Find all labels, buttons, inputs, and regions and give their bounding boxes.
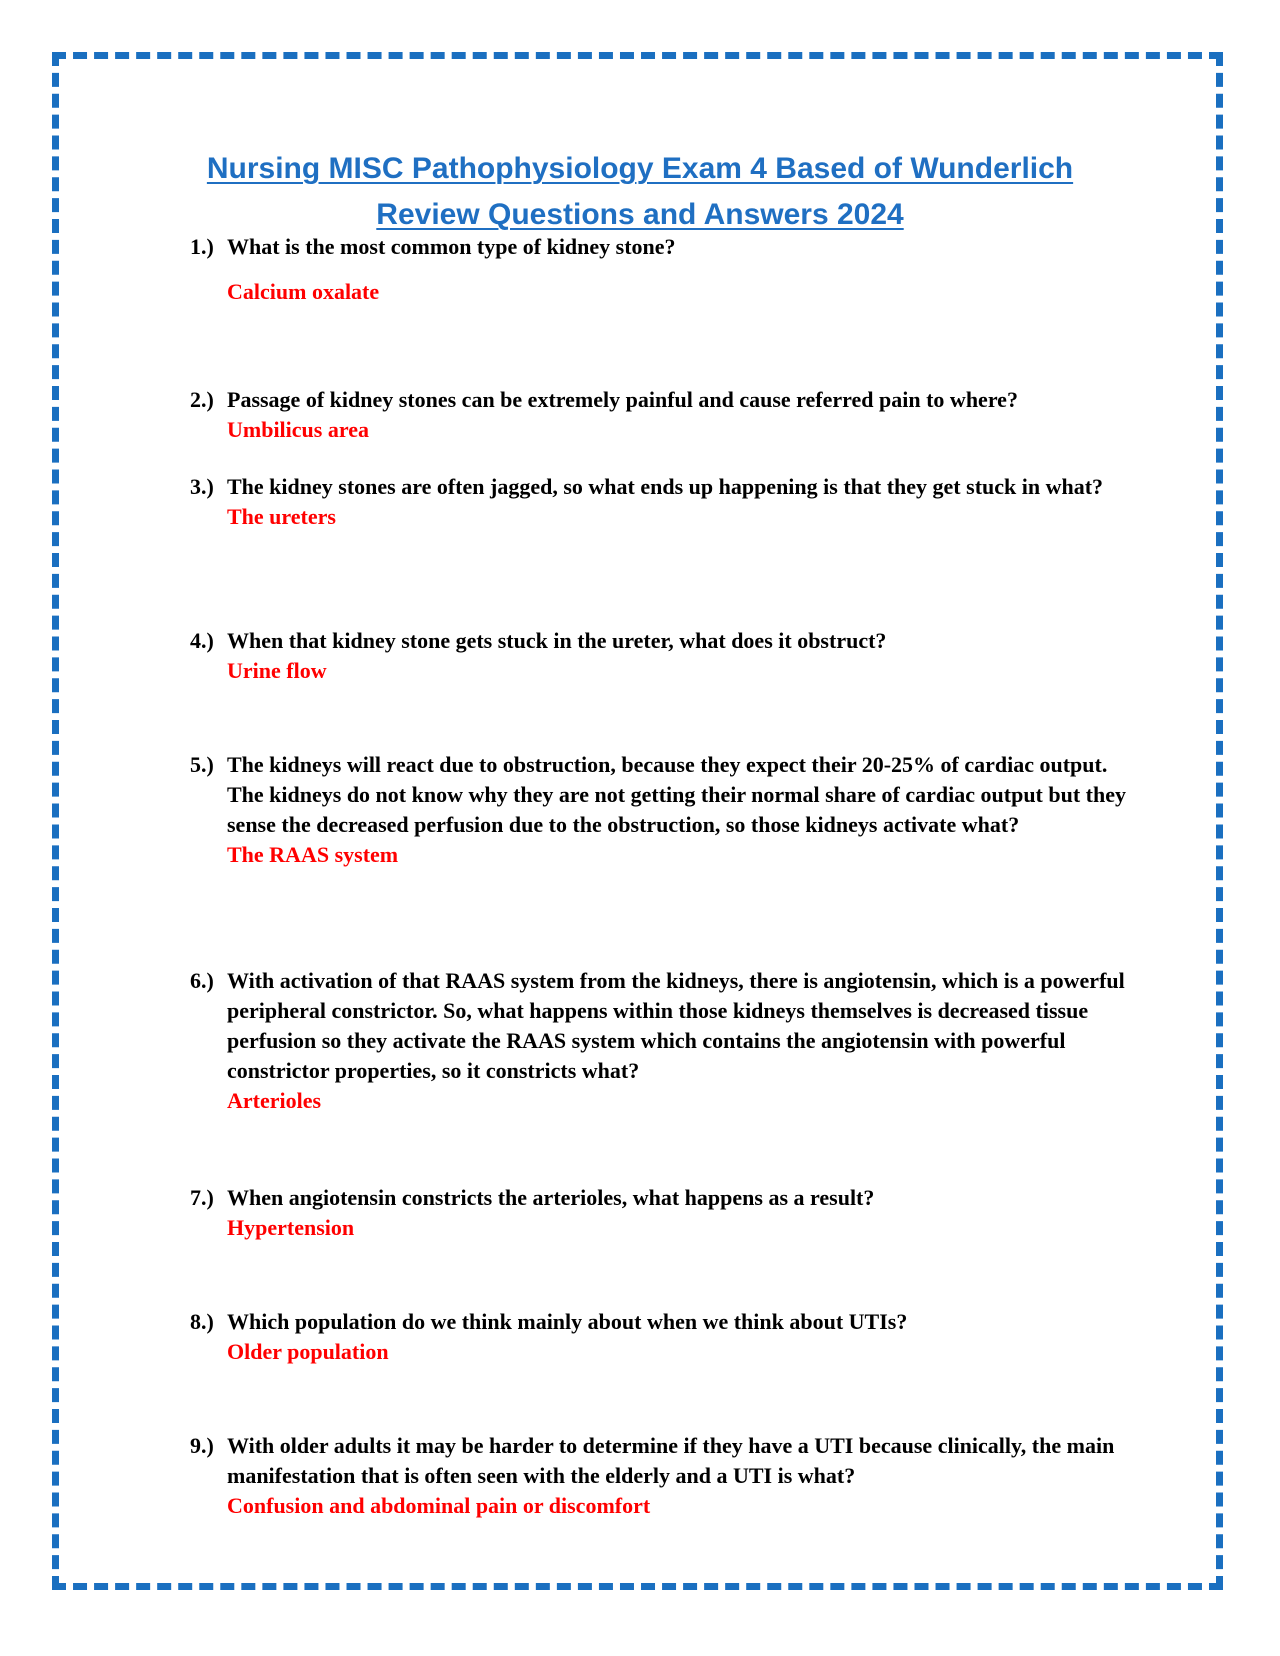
question-text: The kidneys will react due to obstruction, because they expect their 20-25% of cardiac output. The kidneys do not know why they are not getting their normal share of cardiac output but they sense the decreased perfusion due to the obstruction, so those kidneys activate what?	[227, 752, 1127, 837]
question-text: Passage of kidney stones can be extremely painful and cause referred pain to where?	[227, 387, 1018, 412]
question-text: With activation of that RAAS system from the kidneys, there is angiotensin, which is a powerful peripheral constrictor. So, what happens within those kidneys themselves is decreased tissue perfusion so they activate the RAAS system which contains the angiotensin with powerful constrictor properties, so it constricts what?	[227, 968, 1125, 1083]
answer-text: The ureters	[227, 504, 336, 529]
question-text: Which population do we think mainly about when we think about UTIs?	[227, 1309, 908, 1334]
title-line-2: Review Questions and Answers 2024	[376, 198, 904, 231]
qa-item-9	[190, 1431, 1140, 1521]
question-text: What is the most common type of kidney stone?	[227, 234, 676, 259]
question-text: When angiotensin constricts the arterioles, what happens as a result?	[227, 1185, 875, 1210]
answer-text: Older population	[227, 1339, 389, 1364]
qa-item-4	[190, 626, 1140, 686]
qa-item-3	[190, 472, 1140, 532]
question-number: 9.)	[190, 1433, 214, 1458]
page-title	[0, 146, 1280, 238]
qa-item-6	[190, 966, 1140, 1116]
question-text: When that kidney stone gets stuck in the ureter, what does it obstruct?	[227, 628, 887, 653]
question-number: 7.)	[190, 1185, 214, 1210]
question-number: 8.)	[190, 1309, 214, 1334]
qa-item-8	[190, 1307, 1140, 1367]
question-number: 5.)	[190, 752, 214, 777]
answer-text: Arterioles	[227, 1088, 322, 1113]
question-number: 4.)	[190, 628, 214, 653]
question-text: The kidney stones are often jagged, so what ends up happening is that they get stuck in what?	[227, 474, 1104, 499]
answer-text: Umbilicus area	[227, 417, 369, 442]
answer-text: Calcium oxalate	[227, 279, 380, 304]
title-line-1: Nursing MISC Pathophysiology Exam 4 Based of Wunderlich	[206, 152, 1074, 185]
question-number: 1.)	[190, 234, 214, 259]
answer-text: The RAAS system	[227, 842, 399, 867]
qa-item-5	[190, 750, 1140, 870]
answer-text: Confusion and abdominal pain or discomfort	[227, 1493, 651, 1518]
question-number: 6.)	[190, 968, 214, 993]
question-number: 3.)	[190, 474, 214, 499]
question-number: 2.)	[190, 387, 214, 412]
question-text: With older adults it may be harder to determine if they have a UTI because clinically, the main manifestation that is often seen with the elderly and a UTI is what?	[227, 1433, 1115, 1488]
qa-item-7	[190, 1183, 1140, 1243]
qa-item-2	[190, 385, 1140, 445]
answer-text: Hypertension	[227, 1215, 355, 1240]
qa-item-1	[190, 232, 1140, 307]
answer-text: Urine flow	[227, 658, 327, 683]
